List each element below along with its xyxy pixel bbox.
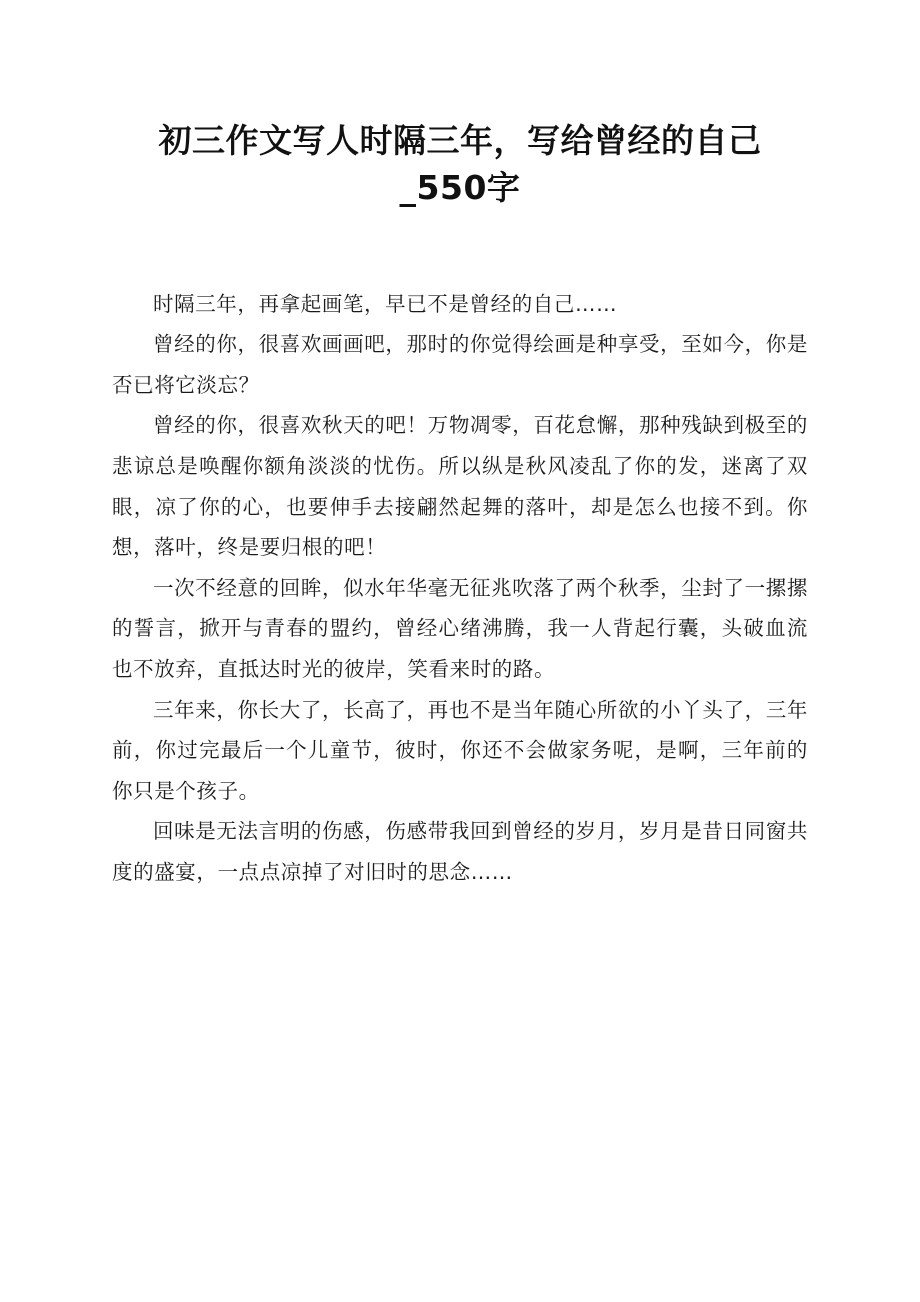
paragraph: 三年来，你长大了，长高了，再也不是当年随心所欲的小丫头了，三年前，你过完最后一个儿童节，彼时，你还不会做家务呢，是啊，三年前的你只是个孩子。 <box>112 697 808 803</box>
paragraph: 时隔三年，再拿起画笔，早已不是曾经的自己…… <box>153 291 618 316</box>
document-body <box>112 284 808 893</box>
paragraph: 一次不经意的回眸，似水年华毫无征兆吹落了两个秋季，尘封了一摞摞的誓言，掀开与青春的盟约，曾经心绪沸腾，我一人背起行囊，头破血流也不放弃，直抵达时光的彼岸，笑看来时的路。 <box>112 575 808 681</box>
paragraph: 曾经的你，很喜欢画画吧，那时的你觉得绘画是种享受，至如今，你是否已将它淡忘？ <box>112 332 808 397</box>
paragraph: 曾经的你，很喜欢秋天的吧！万物凋零，百花怠懈，那种残缺到极至的悲谅总是唤醒你额角淡淡的忧伤。所以纵是秋风凌乱了你的发，迷离了双眼，凉了你的心，也要伸手去接翩然起舞的落叶，却是怎么也接不到。你想，落叶，终是要归根的吧！ <box>112 413 808 560</box>
page-title: 初三作文写人时隔三年，写给曾经的自己_550字 <box>158 121 762 207</box>
paragraph: 回味是无法言明的伤感，伤感带我回到曾经的岁月，岁月是昔日同窗共度的盛宴，一点点凉掉了对旧时的思念…… <box>112 819 808 884</box>
